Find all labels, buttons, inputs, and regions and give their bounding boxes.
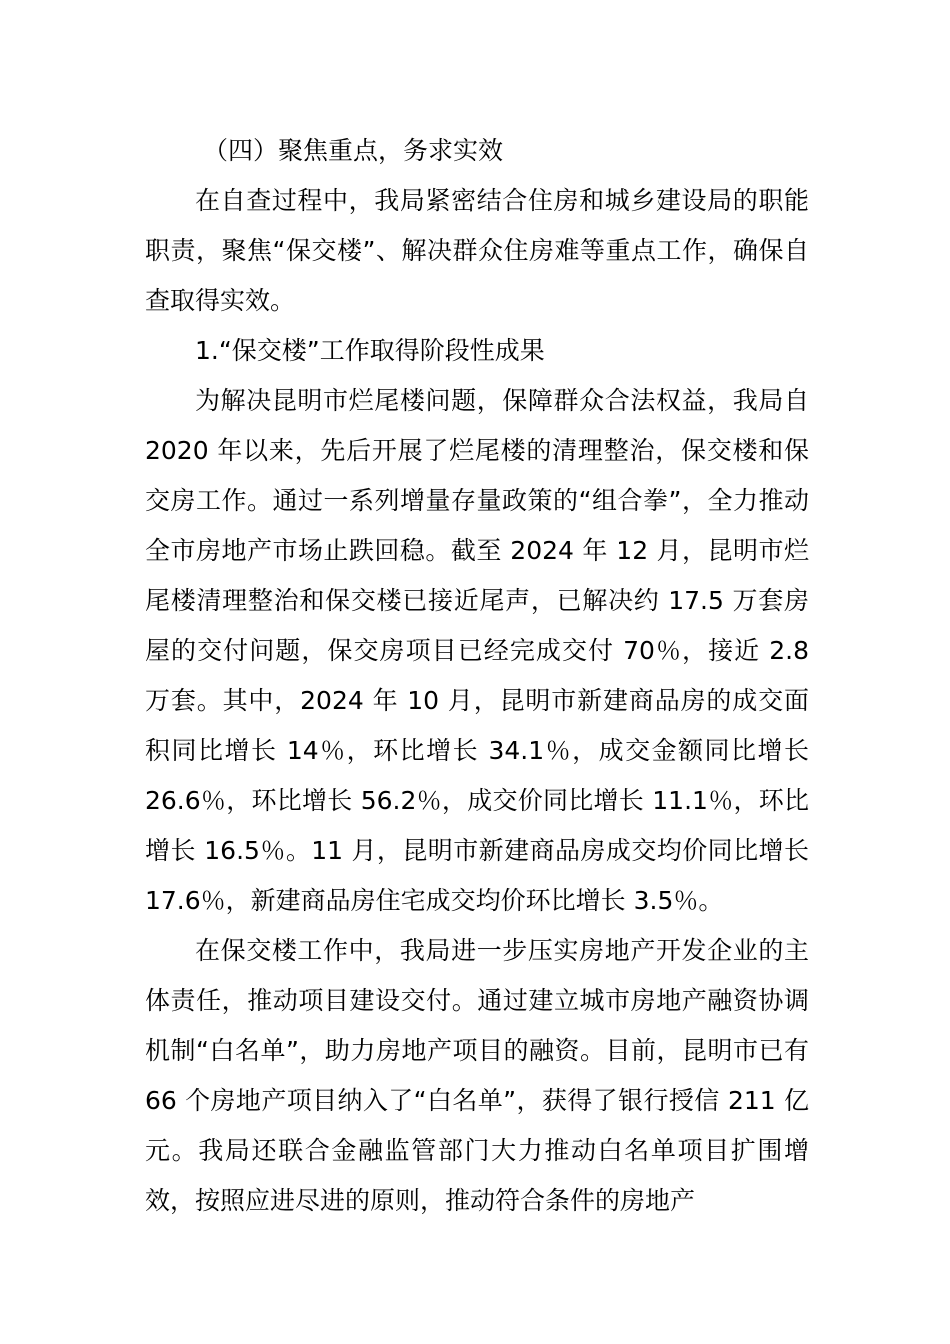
section-heading: （四）聚焦重点，务求实效 <box>203 136 504 165</box>
document-body <box>145 126 809 1226</box>
paragraph-intro: 在自查过程中，我局紧密结合住房和城乡建设局的职能职责，聚焦“保交楼”、解决群众住房难等重点工作，确保自查取得实效。 <box>145 186 809 315</box>
subheading: 1.“保交楼”工作取得阶段性成果 <box>195 336 545 365</box>
paragraph-results: 为解决昆明市烂尾楼问题，保障群众合法权益，我局自 2020 年以来，先后开展了烂尾楼的清理整治，保交楼和保交房工作。通过一系列增量存量政策的“组合拳”，全力推动全市房地产市场止跌回稳。截至 2024 年 12 月，昆明市烂尾楼清理整治和保交楼已接近尾声，已解决约 17.5 万套房屋的交付问题，保交房项目已经完成交付 70％，接近 2.8 万套。其中，2024 年 10 月，昆明市新建商品房的成交面积同比增长 14％，环比增长 34.1％，成交金额同比增长 26.6％，环比增长 56.2％，成交价同比增长 11.1％，环比增长 16.5％。11 月，昆明市新建商品房成交均价同比增长 17.6％，新建商品房住宅成交均价环比增长 3.5％。 <box>145 386 809 915</box>
paragraph-whitelist: 在保交楼工作中，我局进一步压实房地产开发企业的主体责任，推动项目建设交付。通过建立城市房地产融资协调机制“白名单”，助力房地产项目的融资。目前，昆明市已有 66 个房地产项目纳入了“白名单”，获得了银行授信 211 亿元。我局还联合金融监管部门大力推动白名单项目扩围增效，按照应进尽进的原则，推动符合条件的房地产 <box>145 936 809 1215</box>
